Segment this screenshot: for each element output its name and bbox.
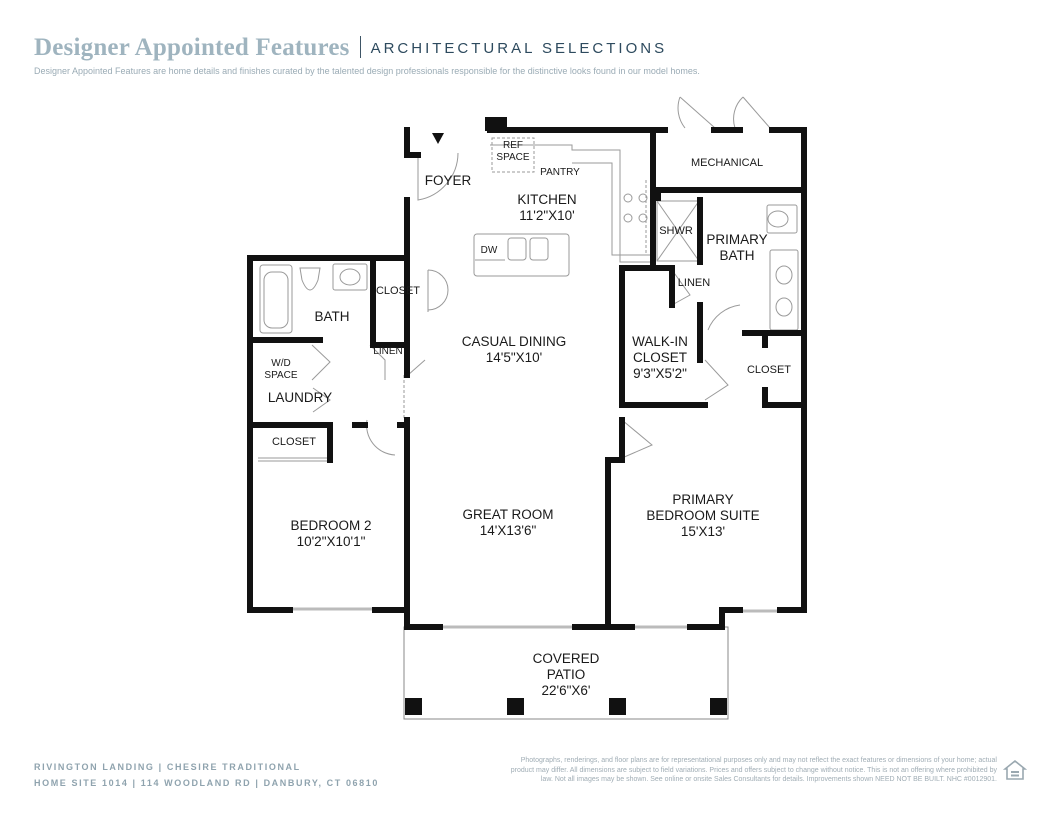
- room-bedroom2: BEDROOM 2: [290, 518, 372, 533]
- room-ref-space-line1: REF: [503, 140, 523, 151]
- room-primary-suite-dim: 15'X13': [680, 524, 726, 539]
- room-primary-bath-line1: PRIMARY: [706, 232, 768, 247]
- room-pantry: PANTRY: [540, 167, 580, 178]
- room-ref-space-line2: SPACE: [496, 152, 530, 163]
- footer-address: [34, 759, 379, 791]
- room-patio-line2: PATIO: [546, 667, 586, 682]
- appliance-dw: DW: [480, 245, 498, 256]
- room-walkin-line2: CLOSET: [632, 350, 688, 365]
- room-linen-hall: LINEN: [373, 346, 403, 357]
- room-wd-space-line1: W/D: [271, 358, 291, 369]
- room-great-room: GREAT ROOM: [462, 507, 554, 522]
- room-patio-dim: 22'6"X6': [541, 683, 591, 698]
- room-great-room-dim: 14'X13'6": [479, 523, 537, 538]
- page-category: ARCHITECTURAL SELECTIONS: [370, 40, 668, 57]
- room-closet-hall: CLOSET: [375, 285, 421, 297]
- room-laundry: LAUNDRY: [267, 390, 333, 405]
- room-primary-bath-line2: BATH: [719, 248, 755, 263]
- room-primary-suite-line2: BEDROOM SUITE: [646, 508, 760, 523]
- page-title: Designer Appointed Features: [34, 34, 350, 61]
- room-casual-dining-dim: 14'5"X10': [485, 350, 543, 365]
- room-shwr: SHWR: [659, 225, 693, 237]
- room-kitchen-dim: 11'2"X10': [519, 208, 575, 223]
- room-foyer: FOYER: [424, 173, 472, 188]
- room-linen-primary: LINEN: [677, 277, 711, 289]
- room-kitchen: KITCHEN: [517, 192, 577, 207]
- footer-disclaimer: Photographs, renderings, and floor plans are for representational purposes only and may not reflect the exact features or dimensions of your home; actual product may differ. All dimensions are subject to field variations. Prices and offers subject to change without notice. This is not an offering where prohibited by law. Not all images may be shown. See online or onsite Sales Consultants for details. Improvements shown NEED NOT BE BUILT. NHC #0012901.: [510, 757, 997, 783]
- room-wd-space-line2: SPACE: [264, 370, 298, 381]
- footer-community: RIVINGTON LANDING | CHESIRE TRADITIONAL: [34, 762, 301, 772]
- room-walkin-line1: WALK-IN: [632, 334, 688, 349]
- room-closet-bed2: CLOSET: [271, 436, 317, 448]
- room-casual-dining: CASUAL DINING: [461, 334, 567, 349]
- room-patio-line1: COVERED: [532, 651, 600, 666]
- entry-arrow-icon: [432, 133, 444, 144]
- room-walkin-dim: 9'3"X5'2": [633, 366, 687, 381]
- equal-housing-icon: [1003, 759, 1027, 783]
- room-bath: BATH: [314, 309, 350, 324]
- room-mechanical: MECHANICAL: [690, 157, 764, 169]
- footer-homesite: HOME SITE 1014 | 114 WOODLAND RD | DANBURY, CT 06810: [34, 778, 379, 788]
- page-subtitle: Designer Appointed Features are home details and finishes curated by the talented design professionals responsible for the distinctive looks found in our model homes.: [34, 66, 700, 76]
- room-primary-suite-line1: PRIMARY: [672, 492, 734, 507]
- room-bedroom2-dim: 10'2"X10'1": [296, 534, 366, 549]
- room-closet-primary: CLOSET: [746, 364, 792, 376]
